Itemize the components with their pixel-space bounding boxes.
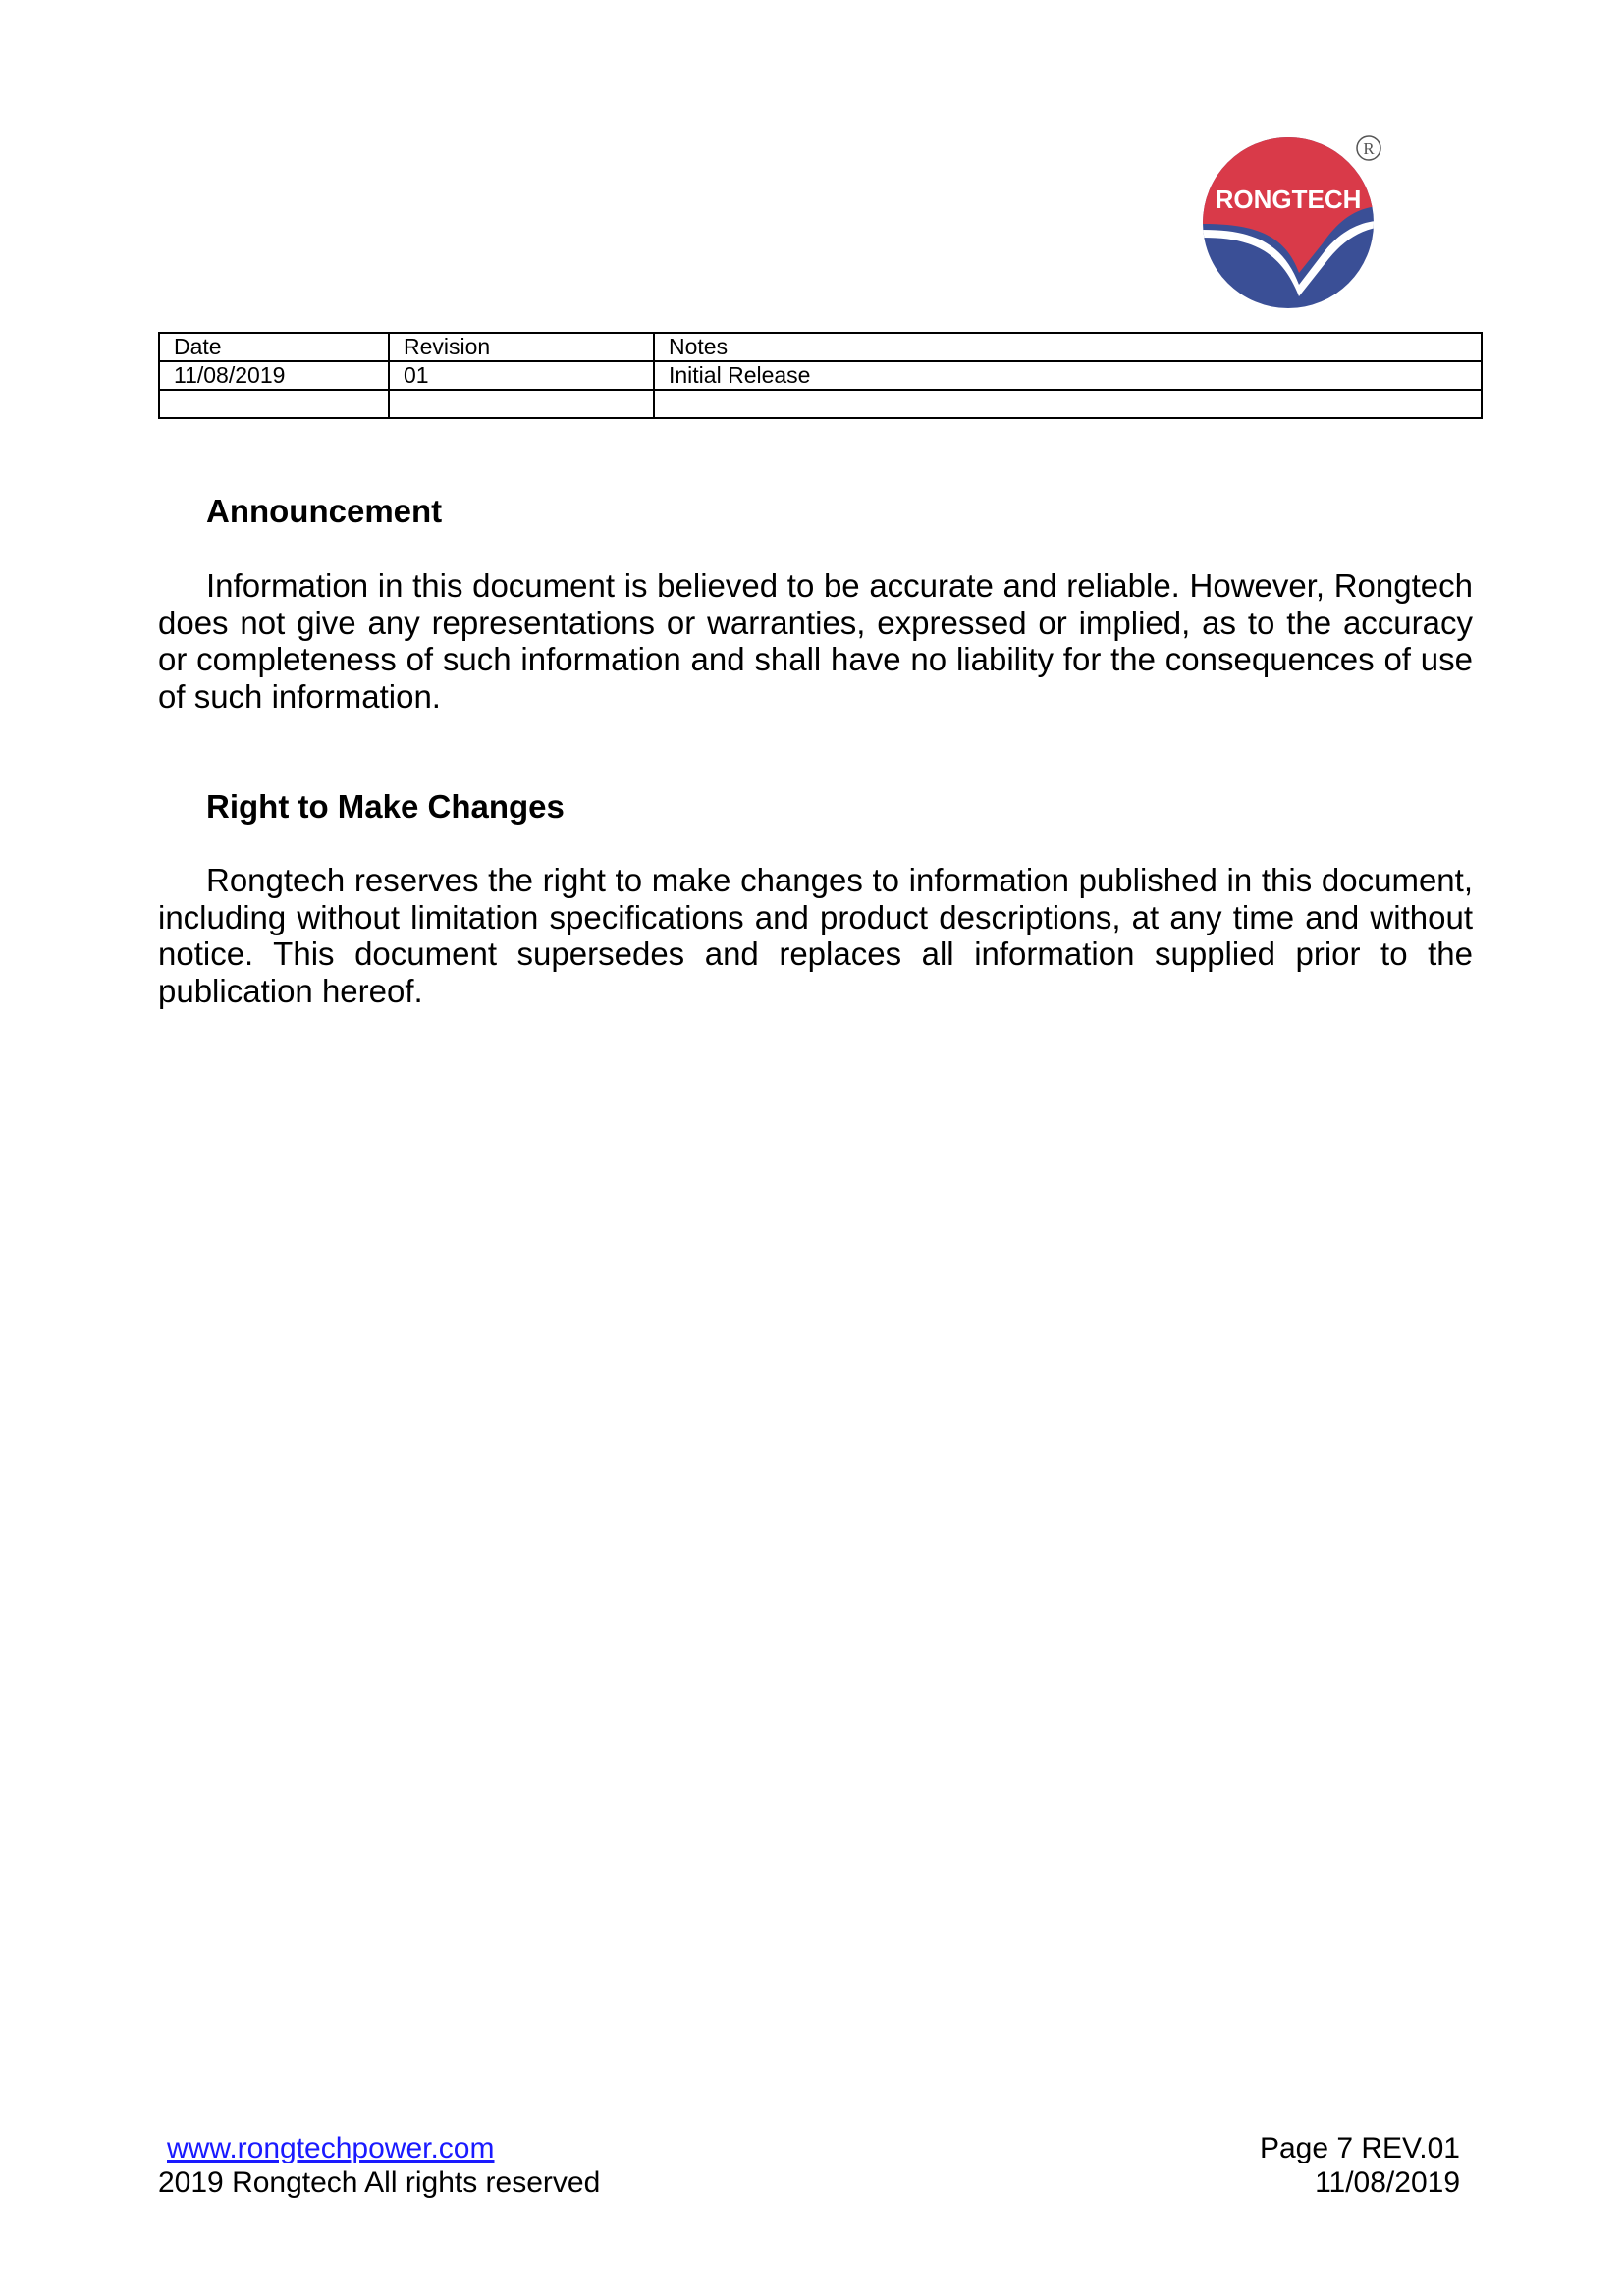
- page-number: Page 7 REV.01: [1259, 2132, 1460, 2164]
- table-row: [159, 361, 1482, 390]
- website-link[interactable]: www.rongtechpower.com: [167, 2132, 495, 2164]
- cell-revision: 01: [389, 361, 654, 390]
- copyright-text: 2019 Rongtech All rights reserved: [158, 2166, 601, 2199]
- table-header-row: [159, 333, 1482, 361]
- announcement-heading: Announcement: [206, 493, 443, 529]
- rongtech-logo: [1203, 128, 1389, 324]
- cell-date: [159, 390, 389, 418]
- right-to-make-changes-heading: Right to Make Changes: [206, 788, 565, 825]
- cell-revision: [389, 390, 654, 418]
- cell-date: 11/08/2019: [159, 361, 389, 390]
- announcement-body: Information in this document is believed to be accurate and reliable. However, Rongtech does not give any representations or warranties, expressed or implied, as to the accuracy or completeness of such information and shall have no liability for the consequences of use of such information.: [158, 567, 1473, 715]
- footer-date: 11/08/2019: [1315, 2166, 1460, 2199]
- logo-wordmark: RONGTECH: [1215, 185, 1362, 214]
- revision-history-table: [158, 332, 1483, 419]
- registered-mark: R: [1363, 139, 1375, 158]
- header-revision: Revision: [389, 333, 654, 361]
- header-notes: Notes: [654, 333, 1482, 361]
- right-to-make-changes-body: Rongtech reserves the right to make changes to information published in this document, including without limitation specifications and product descriptions, at any time and without notice. This document supersedes and replaces all information supplied prior to the publication hereof.: [158, 862, 1473, 1009]
- cell-notes: [654, 390, 1482, 418]
- cell-notes: Initial Release: [654, 361, 1482, 390]
- table-row: [159, 390, 1482, 418]
- header-date: Date: [159, 333, 389, 361]
